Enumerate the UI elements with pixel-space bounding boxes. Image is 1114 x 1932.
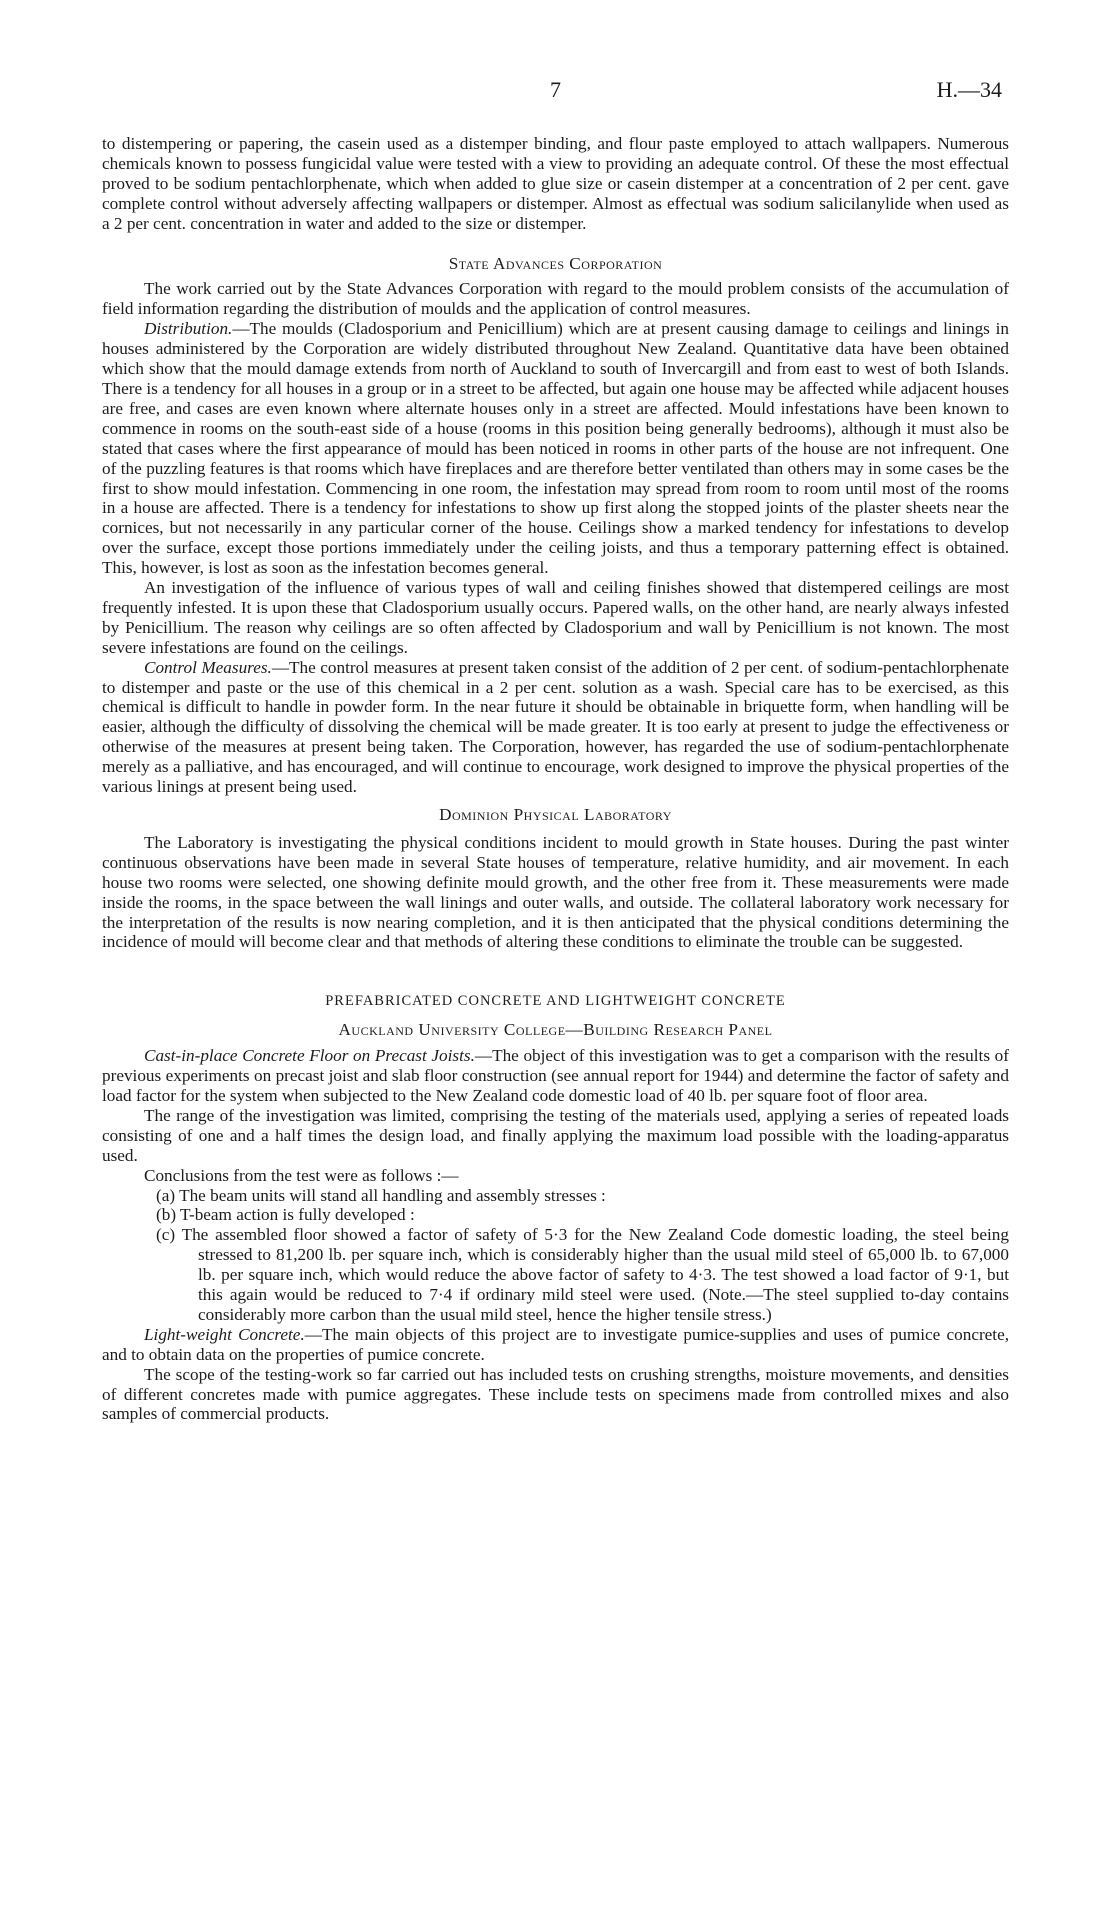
document-code: H.—34 [936, 77, 1002, 102]
section-heading-state-advances: State Advances Corporation [448, 253, 663, 273]
page-body [102, 134, 1009, 1424]
distribution-body: —The moulds (Cladosporium and Penicillium) which are at present causing damage to ceilings and linings in houses administered by the Corporation are widely distributed throughout New Zealand. Quantitative data have been obtained which show that the mould damage extends from north of Auckland to south of Invercargill and from east to west of both Islands. There is a tendency for all houses in a group or in a street to be affected, but again one house may be affected while adjacent houses are free, and cases are even known where alternate houses only in a street are affected. Mould infestations have been known to commence in rooms on the south-east side of a house (rooms in this position being generally bedrooms), although it must also be stated that cases where the first appearance of mould has been noticed in rooms in other parts of the house are not infrequent. One of the puzzling features is that rooms which have fireplaces and are therefore better ventilated than others may in some cases be the first to show mould infestation. Commencing in one room, the infestation may spread from room to room until most of the rooms in a house are affected. There is a tendency for infestations to show up first along the stopped joints of the plaster sheets near the cornices, but not necessarily in any particular corner of the house. Ceilings show a marked tendency for infestations to develop over the surface, except those portions immediately under the ceiling joists, and thus a temporary patterning effect is obtained. This, however, is lost as soon as the infestation becomes general. [102, 319, 1009, 578]
state-advances-paragraph: The work carried out by the State Advances Corporation with regard to the mould problem consists of the accumulation of field information regarding the distribution of moulds and the application of control measures. [102, 279, 1009, 319]
conclusion-item [102, 1225, 1009, 1325]
major-heading-concrete: PREFABRICATED CONCRETE AND LIGHTWEIGHT CONCRETE [325, 993, 786, 1010]
lightweight-body: —The main objects of this project are to investigate pumice-supplies and uses of pumice concrete, and to obtain data on the properties of pumice concrete. [102, 1324, 1010, 1364]
conclusion-label: (c) [156, 1225, 176, 1245]
intro-paragraph: to distempering or papering, the casein used as a distemper binding, and flour paste employed to attach wallpapers. Numerous chemicals known to possess fungicidal value were tested with a view to providing an adequate control. Of these the most effectual proved to be sodium pentachlorphenate, which when added to glue size or casein distemper at a concentration of 2 per cent. gave complete control without adversely affecting wallpapers or distemper. Almost as effectual was sodium salicilanylide when used as a 2 per cent. concentration in water and added to the size or distemper. [102, 134, 1009, 233]
control-measures-body: —The control measures at present taken consist of the addition of 2 per cent. of sodium-pentachlorphenate to distemper and paste or the use of this chemical in a 2 per cent. solution as a wash. Special care has to be exercised, as this chemical is difficult to handle in powder form. In the near future it should be obtainable in briquette form, when handling will be easier, although the difficulty of dissolving the chemical will be made greater. It is too early at present to judge the effectiveness or otherwise of the measures at present being taken. The Corporation, however, has regarded the use of sodium-pentachlorphenate merely as a palliative, and has encouraged, and will continue to encourage, work designed to improve the physical properties of the various linings at present being used. [102, 657, 1009, 797]
subheading-building-research-panel: Auckland University College—Building Research Panel [338, 1020, 773, 1040]
conclusions-intro: Conclusions from the test were as follows :— [144, 1165, 459, 1185]
cast-in-place-run-head: Cast-in-place Concrete Floor on Precast Joists. [144, 1046, 475, 1066]
control-measures-run-head: Control Measures. [144, 657, 272, 677]
section-heading-dominion-lab: Dominion Physical Laboratory [439, 805, 672, 824]
conclusion-label: (a) [156, 1185, 176, 1205]
conclusion-item [102, 1186, 1009, 1206]
scope-paragraph: The scope of the testing-work so far carried out has included tests on crushing strengths, moisture movements, and densities of different concretes made with pumice aggregates. These include tests on specimens made from controlled mixes and also samples of commercial products. [102, 1364, 1009, 1424]
lightweight-concrete-paragraph [102, 1325, 1009, 1365]
range-paragraph: The range of the investigation was limited, comprising the testing of the materials used, applying a series of repeated loads consisting of one and a half times the design load, and finally applying the maximum load possible with the loading-apparatus used. [102, 1105, 1009, 1165]
distribution-paragraph [102, 319, 1009, 578]
distribution-run-head: Distribution. [144, 319, 233, 339]
conclusion-text: The beam units will stand all handling and assembly stresses : [179, 1185, 606, 1205]
dominion-lab-paragraph: The Laboratory is investigating the physical conditions incident to mould growth in State houses. During the past winter continuous observations have been made in several State houses of temperature, relative humidity, and air movement. In each house two rooms were selected, one showing definite mould growth, and the other free from it. These measurements were made inside the rooms, in the space between the wall linings and outer walls, and outside. The collateral laboratory work necessary for the interpretation of the results is now nearing completion, and it is then anticipated that the physical conditions determining the incidence of mould will become clear and that methods of altering these conditions to eliminate the trouble can be suggested. [102, 832, 1009, 952]
control-measures-paragraph [102, 658, 1009, 797]
page-number: 7 [550, 77, 561, 102]
conclusion-item [102, 1205, 1009, 1225]
conclusion-text: T-beam action is fully developed : [180, 1205, 415, 1225]
cast-in-place-paragraph [102, 1046, 1009, 1106]
lightweight-run-head: Light-weight Concrete. [144, 1324, 305, 1344]
conclusion-label: (b) [156, 1205, 177, 1225]
investigation-paragraph: An investigation of the influence of various types of wall and ceiling finishes showed that distempered ceilings are most frequently infested. It is upon these that Cladosporium usually occurs. Papered walls, on the other hand, are nearly always infested by Penicillium. The reason why ceilings are so often affected by Cladosporium and wall by Penicillium is not known. The most severe infestations are found on the ceilings. [102, 578, 1009, 657]
cast-in-place-body: —The object of this investigation was to get a comparison with the results of previous experiments on precast joist and slab floor construction (see annual report for 1944) and determine the factor of safety and load factor for the system when subjected to the New Zealand code domestic load of 40 lb. per square foot of floor area. [102, 1046, 1009, 1105]
conclusion-text: The assembled floor showed a factor of safety of 5·3 for the New Zealand Code domestic loading, the steel being stressed to 81,200 lb. per square inch, which is considerably higher than the usual mild steel of 65,000 lb. to 67,000 lb. per square inch, which would reduce the above factor of safety to 4·3. The test showed a load factor of 9·1, but this again would be reduced to 7·4 if ordinary mild steel were used. (Note.—The steel supplied to-day contains considerably more carbon than the usual mild steel, hence the higher tensile stress.) [181, 1225, 1009, 1324]
